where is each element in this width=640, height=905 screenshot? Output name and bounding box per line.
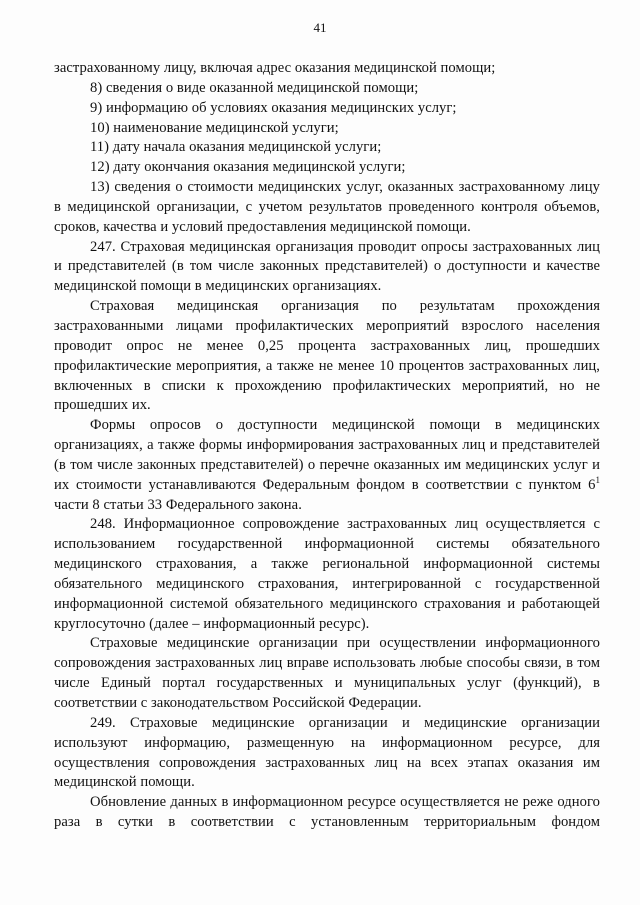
survey-forms-text: Формы опросов о доступности медицинской помощи в медицинских организациях, а также формы информирования застрахованных лиц и представителей (в том числе законных представителей) о перечне оказанных им медицинских услуг и их стоимости устанавливаются Федеральным фондом в соответствии с пунктом 6: [54, 417, 600, 493]
paragraph-continuation: застрахованному лицу, включая адрес оказания медицинской помощи;: [54, 60, 496, 76]
clause-248: 248. Информационное сопровождение застрахованных лиц осуществляется с использованием государственной информационной системы обязательного медицинского страхования, а также региональной информационной системы обязательного медицинского страхования, интегрированной с государственной информационной системой обязательного медицинского страхования и работающей круглосуточно (далее – информационный ресурс).: [54, 516, 600, 632]
list-item-11: 11) дату начала оказания медицинской услуги;: [90, 139, 382, 156]
document-body: [54, 59, 600, 833]
paragraph-survey-prevention: Страховая медицинская организация по результатам прохождения застрахованными лицами профилактических мероприятий взрослого населения проводит опрос не менее 0,25 процента застрахованных лиц, прошедших профилактические мероприятия, а также не менее 10 процентов застрахованных лиц, включенных в списки к прохождению профилактических мероприятий, но не прошедших их.: [54, 298, 600, 414]
paragraph-data-update: Обновление данных в информационном ресурсе осуществляется не реже одного раза в сутки в соответствии с установленным территориальным фондом: [54, 794, 600, 831]
page-number: 41: [313, 20, 327, 35]
list-item-9: 9) информацию об условиях оказания медицинских услуг;: [90, 99, 457, 116]
list-item-10: 10) наименование медицинской услуги;: [90, 119, 339, 136]
list-item-8: 8) сведения о виде оказанной медицинской помощи;: [90, 79, 419, 96]
clause-247: 247. Страховая медицинская организация проводит опросы застрахованных лиц и представителей (в том числе законных представителей) о доступности и качестве медицинской помощи в медицинских организациях.: [54, 238, 600, 295]
survey-forms-text-end: части 8 статьи 33 Федерального закона.: [54, 496, 302, 513]
clause-249: 249. Страховые медицинские организации и медицинские организации используют информацию, размещенную на информационном ресурсе, для осуществления сопровождения застрахованных лиц на всех этапах оказания им медицинской помощи.: [54, 714, 600, 791]
paragraph-communication-methods: Страховые медицинские организации при осуществлении информационного сопровождения застрахованных лиц вправе использовать любые способы связи, в том числе Единый портал государственных и муниципальных услуг (функций), в соответствии с законодательством Российской Федерации.: [54, 635, 600, 711]
list-item-12: 12) дату окончания оказания медицинской услуги;: [90, 159, 406, 176]
list-item-13: 13) сведения о стоимости медицинских услуг, оказанных застрахованному лицу в медицинской организации, с учетом результатов проведенного контроля объемов, сроков, качества и условий предоставления медицинской помощи.: [54, 179, 600, 235]
paragraph-survey-forms: [54, 416, 600, 515]
footnote-superscript: 1: [595, 474, 600, 485]
